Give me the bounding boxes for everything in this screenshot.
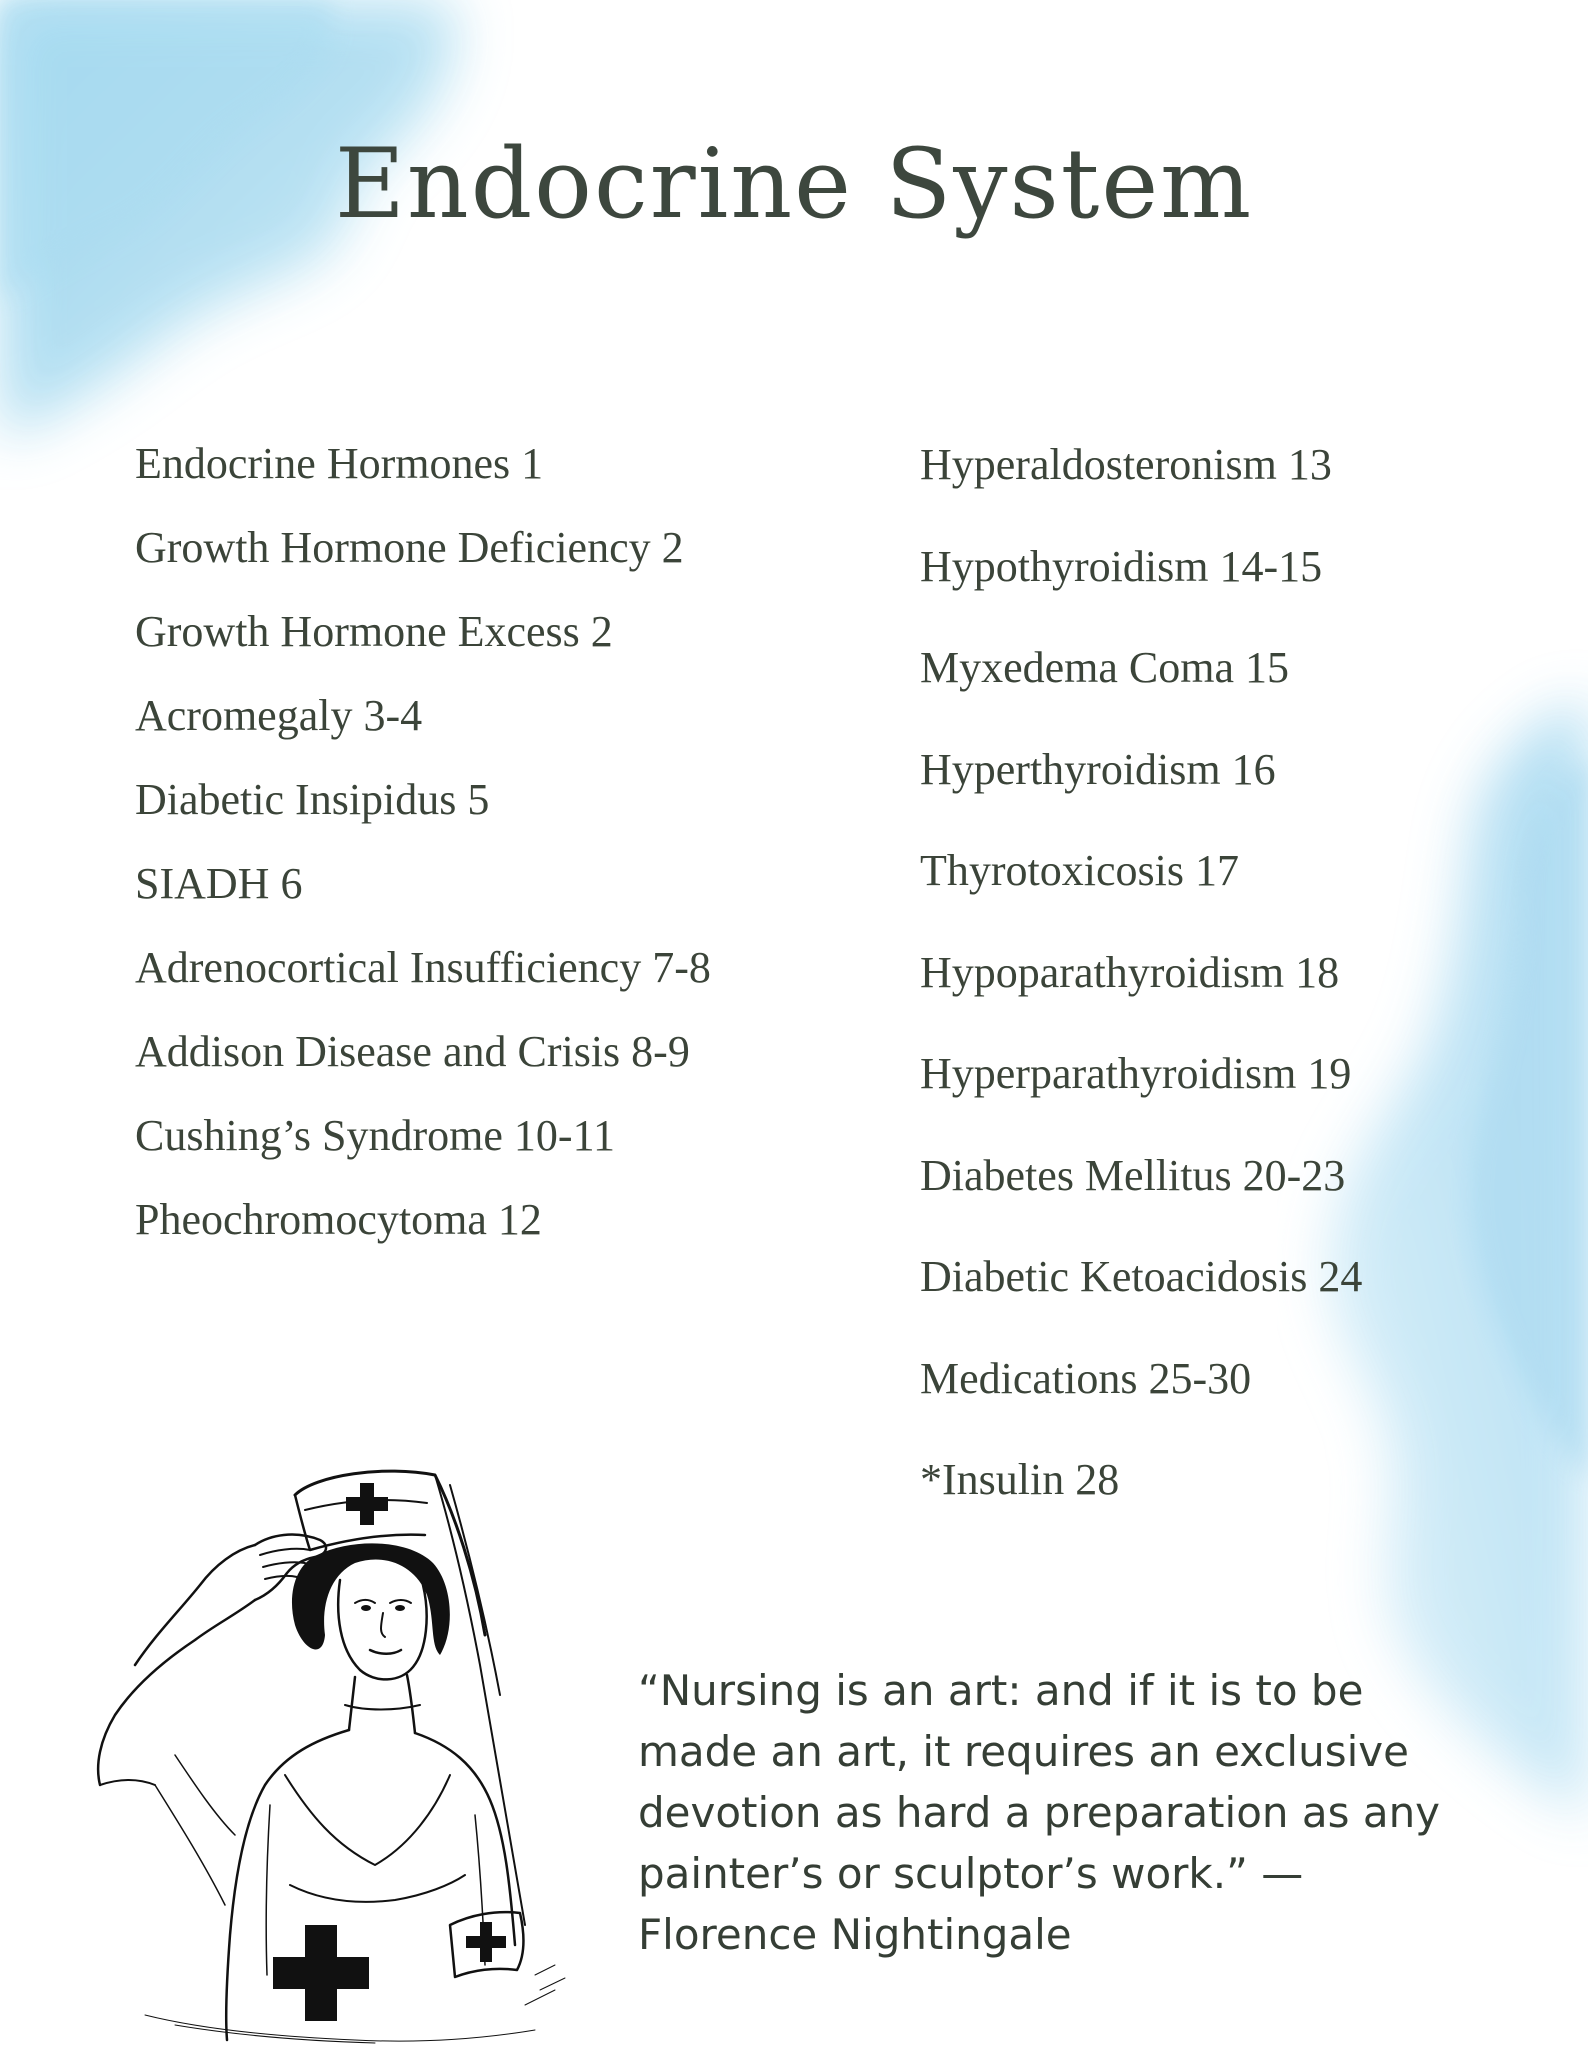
toc-right-column	[920, 437, 1362, 1554]
toc-item: *Insulin 28	[920, 1455, 1120, 1504]
quote-author: Florence Nightingale	[638, 1910, 1072, 1959]
toc-left-column	[135, 436, 711, 1276]
toc-item: Myxedema Coma 15	[920, 643, 1290, 692]
toc-item: Hyperthyroidism 16	[920, 744, 1276, 794]
toc-item: Hyperaldosteronism 13	[920, 440, 1332, 489]
saluting-nurse-illustration	[55, 1455, 595, 2045]
toc-item: Diabetic Insipidus 5	[135, 775, 490, 824]
page-title: Endocrine System	[334, 128, 1254, 240]
toc-item: Hyperparathyroidism 19	[920, 1049, 1352, 1098]
toc-item: Growth Hormone Excess 2	[135, 607, 613, 656]
toc-item: Growth Hormone Deficiency 2	[135, 523, 684, 572]
toc-item: Hypothyroidism 14-15	[920, 541, 1323, 591]
toc-item: Endocrine Hormones 1	[135, 439, 544, 488]
toc-item: SIADH 6	[135, 859, 303, 908]
toc-item: Acromegaly 3-4	[135, 691, 423, 740]
quote-line: painter’s or sculptor’s work.” —	[638, 1849, 1304, 1898]
quote-line: made an art, it requires an exclusive	[638, 1727, 1409, 1776]
toc-item: Thyrotoxicosis 17	[920, 846, 1239, 895]
quote-line: devotion as hard a preparation as any	[638, 1788, 1441, 1837]
toc-item: Diabetic Ketoacidosis 24	[920, 1252, 1363, 1301]
toc-item: Adrenocortical Insufficiency 7-8	[135, 943, 711, 992]
right-wash	[1329, 700, 1588, 1820]
nightingale-quote	[638, 1660, 1538, 1965]
toc-item: Cushing’s Syndrome 10-11	[135, 1111, 615, 1160]
toc-item: Addison Disease and Crisis 8-9	[135, 1027, 690, 1076]
quote-line: “Nursing is an art: and if it is to be	[638, 1666, 1364, 1715]
toc-item: Diabetes Mellitus 20-23	[920, 1150, 1346, 1200]
toc-item: Pheochromocytoma 12	[135, 1195, 542, 1244]
toc-item: Medications 25-30	[920, 1353, 1252, 1403]
toc-item: Hypoparathyroidism 18	[920, 947, 1340, 997]
